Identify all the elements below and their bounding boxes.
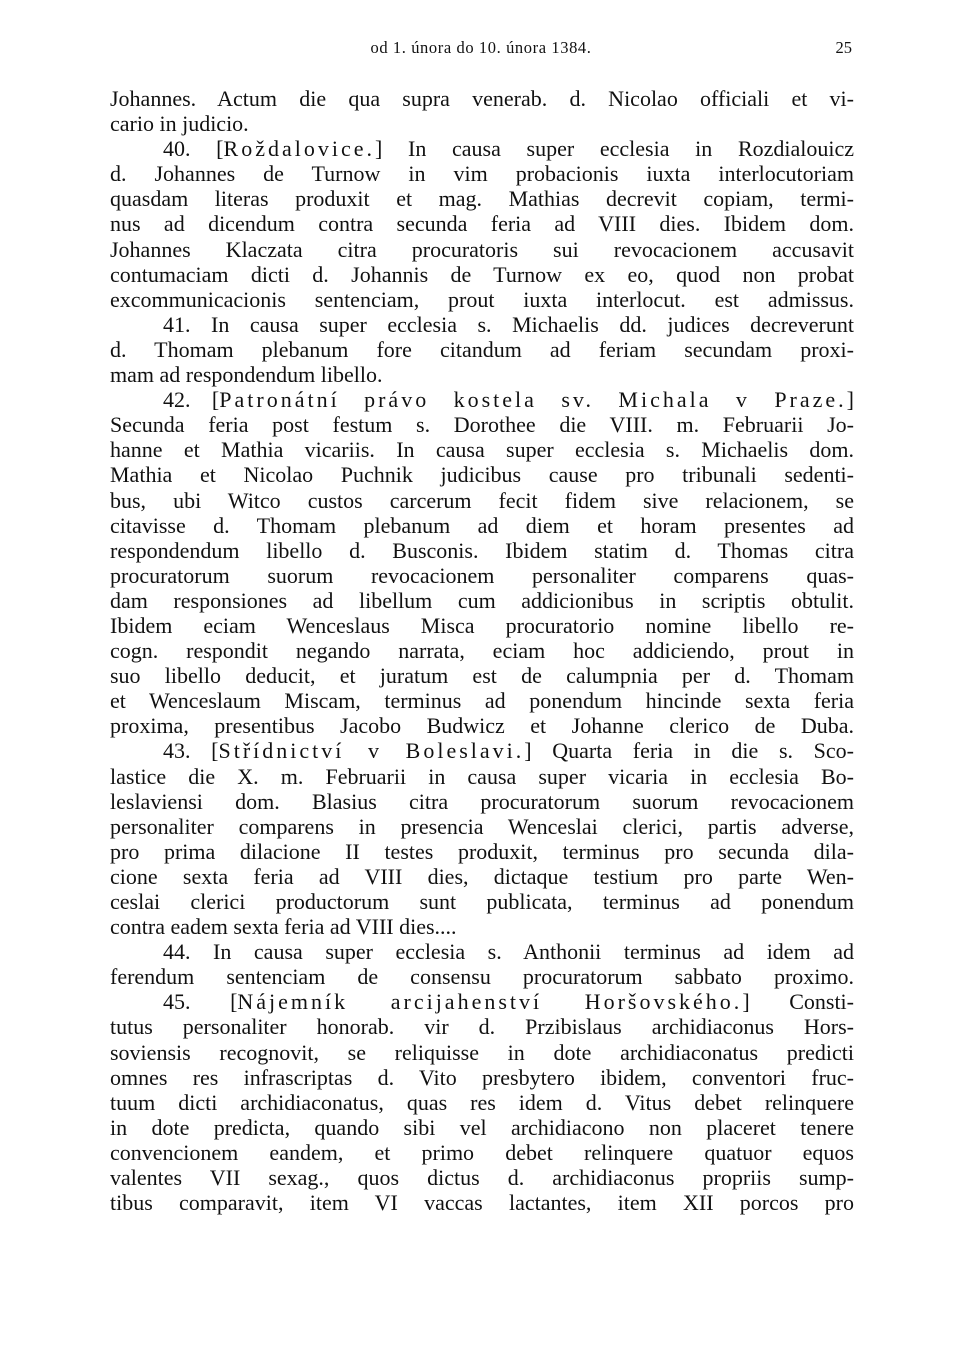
line-text: 42. [	[163, 387, 220, 413]
text-line	[110, 136, 854, 161]
text-line	[110, 488, 854, 513]
spaced-heading-text: Patronátní právo kostela sv. Michala v Praze.	[219, 387, 847, 413]
line-text: pro prima dilacione II testes produxit, terminus pro secunda dila-	[110, 838, 854, 864]
page-number: 25	[835, 38, 852, 57]
line-text: soviensis recognovit, se reliquisse in dote archidiaconatus predicti	[110, 1039, 854, 1065]
line-text: hanne et Mathia vicariis. In causa super ecclesia s. Michaelis dom.	[110, 437, 854, 463]
text-line	[110, 161, 854, 186]
text-line	[110, 1115, 854, 1140]
text-line	[110, 1190, 854, 1215]
line-text: ferendum sentenciam de consensu procuratorum sabbato proximo.	[110, 964, 854, 990]
text-line	[110, 1014, 854, 1039]
line-text: contumaciam dicti d. Johannis de Turnow ex eo, quod non probat	[110, 261, 854, 287]
line-text: valentes VII sexag., quos dictus d. archidiaconus propriis sump-	[110, 1165, 854, 1191]
text-line	[110, 563, 854, 588]
text-line	[110, 312, 854, 337]
line-text: tuum dicti archidiaconatus, quas res idem d. Vitus debet relinquere	[110, 1089, 854, 1115]
header-title: od 1. února do 10. února 1384.	[370, 38, 592, 57]
text-line	[110, 864, 854, 889]
text-line	[110, 387, 854, 412]
line-text: et Wenceslaum Miscam, terminus ad ponendum hincinde sexta feria	[110, 688, 854, 714]
running-head	[110, 34, 852, 62]
line-text: procuratorum suorum revocacionem personaliter comparens quas-	[110, 562, 854, 588]
line-text: Ibidem eciam Wenceslaus Misca procuratorio nomine libello re-	[110, 612, 854, 638]
line-text: Johannes Klaczata citra procuratoris sui revocacionem accusavit	[110, 236, 854, 262]
line-text: 40. [	[163, 136, 224, 162]
text-line	[110, 86, 854, 111]
line-text: nus ad dicendum contra secunda feria ad VIII dies. Ibidem dom.	[110, 211, 854, 237]
text-line	[110, 1040, 854, 1065]
text-line	[110, 211, 854, 236]
line-text: ]	[846, 387, 854, 413]
line-text: omnes res infrascriptas d. Vito presbytero ibidem, conventori fruc-	[110, 1064, 854, 1090]
line-text: ceslai clerici productorum sunt publicata, terminus ad ponendum	[110, 889, 854, 914]
text-line	[110, 1090, 854, 1115]
line-text: bus, ubi Witco custos carcerum fecit fidem sive relacionem, se	[110, 487, 854, 513]
line-text: 43. [	[163, 738, 219, 764]
text-line	[110, 914, 854, 939]
line-text: personaliter comparens in presencia Wenceslai clerici, partis adverse,	[110, 813, 854, 839]
line-text: 45. [	[163, 989, 238, 1015]
line-text: Johannes. Actum die qua supra venerab. d. Nicolao officiali et vi-	[110, 86, 854, 111]
line-text: cione sexta feria ad VIII dies, dictaque testium pro parte Wen-	[110, 863, 854, 889]
line-text: excommunicacionis sentenciam, prout iuxta interlocut. est admissus.	[110, 286, 854, 312]
line-text: citavisse d. Thomam plebanum ad diem et horam presentes ad	[110, 512, 854, 538]
spaced-heading-text: Nájemník arcijahenství Horšovského.	[237, 989, 743, 1015]
line-text: tibus comparavit, item VI vaccas lactantes, item XII porcos pro	[110, 1190, 854, 1216]
text-line	[110, 237, 854, 262]
line-text: mam ad respondendum libello.	[110, 362, 383, 388]
line-text: ] In causa super ecclesia in Rozdialouicz	[374, 136, 854, 162]
text-line	[110, 1165, 854, 1190]
line-text: cario in judicio.	[110, 111, 249, 137]
line-text: Secunda feria post festum s. Dorothee die VIII. m. Februarii Jo-	[110, 412, 854, 438]
line-text: cogn. respondit negando narrata, eciam hoc addiciendo, prout in	[110, 638, 854, 664]
text-line	[110, 663, 854, 688]
text-line	[110, 989, 854, 1014]
spaced-heading-text: Střídnictví v Boleslavi.	[218, 738, 525, 764]
text-line	[110, 764, 854, 789]
line-text: proxima, presentibus Jacobo Budwicz et Johanne clerico de Duba.	[110, 713, 854, 739]
spaced-heading-text: Roždalovice.	[223, 136, 375, 162]
text-line	[110, 412, 854, 437]
text-line	[110, 337, 854, 362]
line-text: contra eadem sexta feria ad VIII dies....	[110, 914, 457, 940]
text-line	[110, 738, 854, 763]
line-text: dam responsiones ad libellum cum addicionibus in scriptis obtulit.	[110, 587, 854, 613]
text-line	[110, 1065, 854, 1090]
line-text: respondendum libello d. Busconis. Ibidem statim d. Thomas citra	[110, 537, 854, 563]
line-text: ] Quarta feria in die s. Sco-	[524, 738, 854, 764]
line-text: d. Johannes de Turnow in vim probacionis iuxta interlocutoriam	[110, 161, 854, 187]
line-text: convencionem eandem, et primo debet relinquere quatuor equos	[110, 1139, 854, 1165]
line-text: quasdam literas produxit et mag. Mathias decrevit copiam, termi-	[110, 186, 854, 212]
text-line	[110, 362, 854, 387]
text-line	[110, 287, 854, 312]
text-line	[110, 688, 854, 713]
line-text: suo libello deducit, et juratum est de calumpnia per d. Thomam	[110, 663, 854, 689]
text-line	[110, 713, 854, 738]
line-text: in dote predicta, quando sibi vel archidiacono non placeret tenere	[110, 1114, 854, 1140]
text-line	[110, 462, 854, 487]
line-text: ] Consti-	[742, 989, 854, 1015]
line-text: lastice die X. m. Februarii in causa super vicaria in ecclesia Bo-	[110, 763, 854, 789]
text-line	[110, 964, 854, 989]
line-text: 41. In causa super ecclesia s. Michaelis dd. judices decreverunt	[163, 311, 854, 337]
text-line	[110, 588, 854, 613]
text-line	[110, 186, 854, 211]
text-line	[110, 839, 854, 864]
text-line	[110, 889, 854, 914]
line-text: d. Thomam plebanum fore citandum ad feriam secundam proxi-	[110, 336, 854, 362]
text-line	[110, 814, 854, 839]
text-line	[110, 789, 854, 814]
line-text: Mathia et Nicolao Puchnik judicibus cause pro tribunali sedenti-	[110, 462, 854, 488]
text-line	[110, 939, 854, 964]
text-line	[110, 1140, 854, 1165]
text-line	[110, 262, 854, 287]
text-line	[110, 437, 854, 462]
text-line	[110, 638, 854, 663]
body-text	[110, 86, 854, 1215]
text-line	[110, 613, 854, 638]
line-text: leslaviensi dom. Blasius citra procuratorum suorum revocacionem	[110, 788, 854, 814]
text-line	[110, 111, 854, 136]
line-text: 44. In causa super ecclesia s. Anthonii terminus ad idem ad	[163, 939, 854, 965]
text-line	[110, 538, 854, 563]
line-text: tutus personaliter honorab. vir d. Przibislaus archidiaconus Hors-	[110, 1014, 854, 1040]
text-line	[110, 513, 854, 538]
